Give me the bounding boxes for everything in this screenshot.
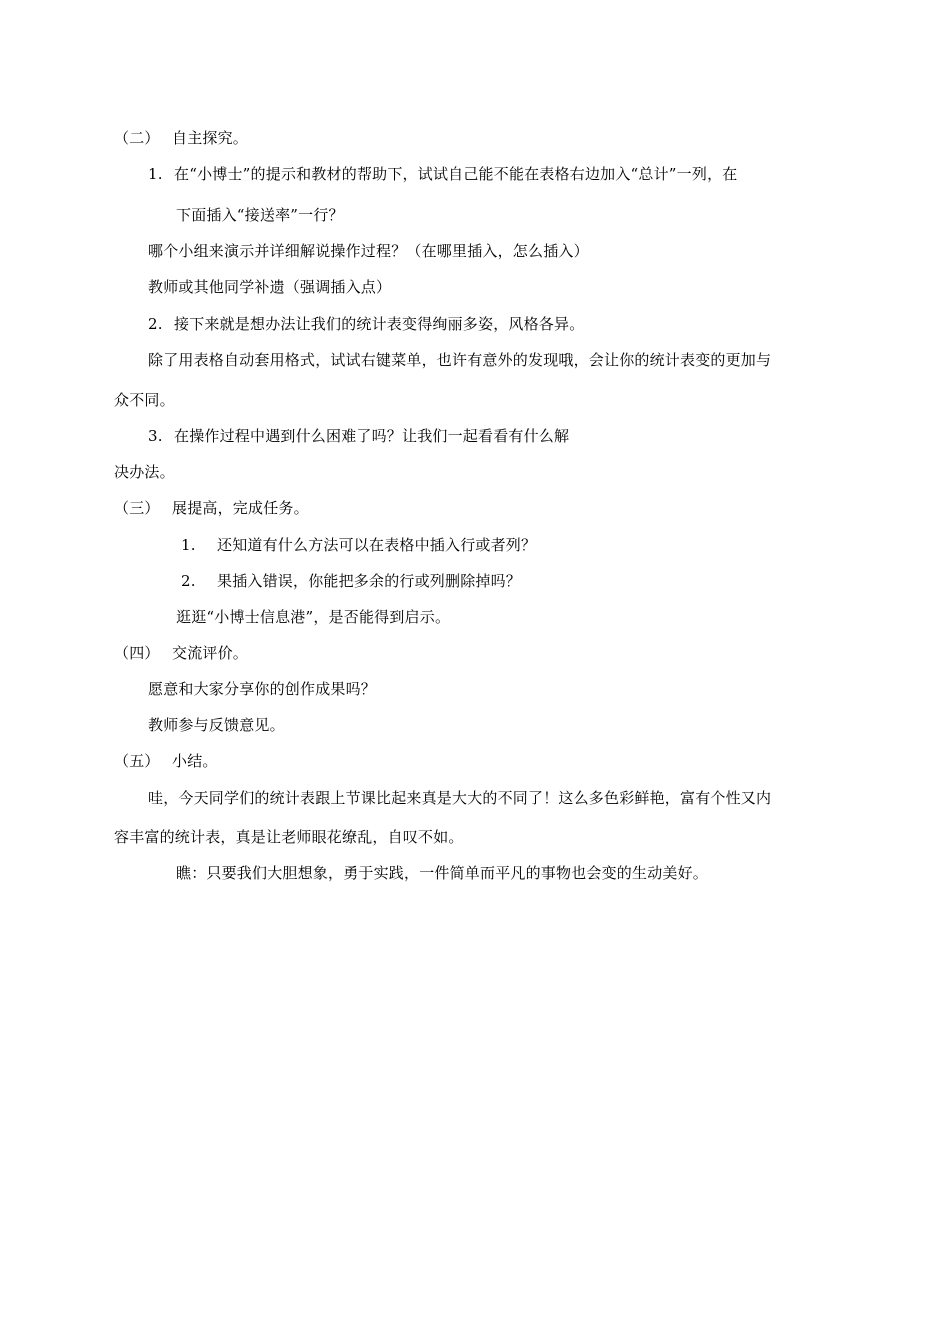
section-5-paragraph-2: 瞧：只要我们大胆想象，勇于实践，一件简单而平凡的事物也会变的生动美好。 [176,864,709,882]
section-2-item-2 [148,314,584,334]
section-2-paragraph-3-line-2: 众不同。 [114,391,175,409]
section-3-title: 展提高，完成任务。 [172,499,309,517]
section-2-item-1-number: 1. [148,165,163,183]
section-3-item-2 [181,571,521,591]
section-5-paragraph-1-line-2: 容丰富的统计表，真是让老师眼花缭乱，自叹不如。 [114,828,464,846]
section-3-item-1-text: 还知道有什么方法可以在表格中插入行或者列？ [217,536,537,554]
section-5-paragraph-1-line-1: 哇，今天同学们的统计表跟上节课比起来真是大大的不同了！这么多色彩鲜艳，富有个性又内 [148,789,772,807]
section-2-item-1-text: 在“小博士”的提示和教材的帮助下，试试自己能不能在表格右边加入“总计”一列，在 [174,165,738,183]
section-3-paragraph-1: 逛逛“小博士信息港”，是否能得到启示。 [176,608,451,626]
section-2-title: 自主探究。 [172,129,249,147]
section-5-heading [114,751,218,771]
section-5-title: 小结。 [172,752,218,770]
section-3-item-2-number: 2. [181,572,196,590]
section-3-number: （三） [114,499,160,517]
section-2-item-3-text: 在操作过程中遇到什么困难了吗？让我们一起看看有什么解 [174,427,570,445]
section-2-paragraph-1: 哪个小组来演示并详细解说操作过程？（在哪里插入，怎么插入） [148,242,589,260]
section-2-number: （二） [114,129,160,147]
section-2-paragraph-3-line-1: 除了用表格自动套用格式，试试右键菜单，也许有意外的发现哦，会让你的统计表变的更加与 [148,351,772,369]
section-2-item-3-line-1 [148,426,569,446]
section-4-title: 交流评价。 [172,644,249,662]
section-2-item-1-line-2: 下面插入“接送率”一行？ [176,206,344,224]
section-4-paragraph-1: 愿意和大家分享你的创作成果吗？ [148,680,377,698]
section-2-item-3-line-2: 决办法。 [114,463,175,481]
section-2-item-1-line-1 [148,164,737,184]
section-2-item-2-number: 2. [148,315,163,333]
section-3-heading [114,498,309,518]
section-2-item-3-number: 3. [148,427,163,445]
section-3-item-2-text: 果插入错误，你能把多余的行或列删除掉吗？ [217,572,522,590]
section-4-number: （四） [114,644,160,662]
section-3-item-1-number: 1. [181,536,196,554]
section-2-paragraph-2: 教师或其他同学补遗（强调插入点） [148,278,392,296]
section-3-item-1 [181,535,536,555]
section-4-heading [114,643,248,663]
section-4-paragraph-2: 教师参与反馈意见。 [148,716,285,734]
section-2-item-2-text: 接下来就是想办法让我们的统计表变得绚丽多姿，风格各异。 [174,315,585,333]
section-5-number: （五） [114,752,160,770]
section-2-heading [114,128,248,148]
